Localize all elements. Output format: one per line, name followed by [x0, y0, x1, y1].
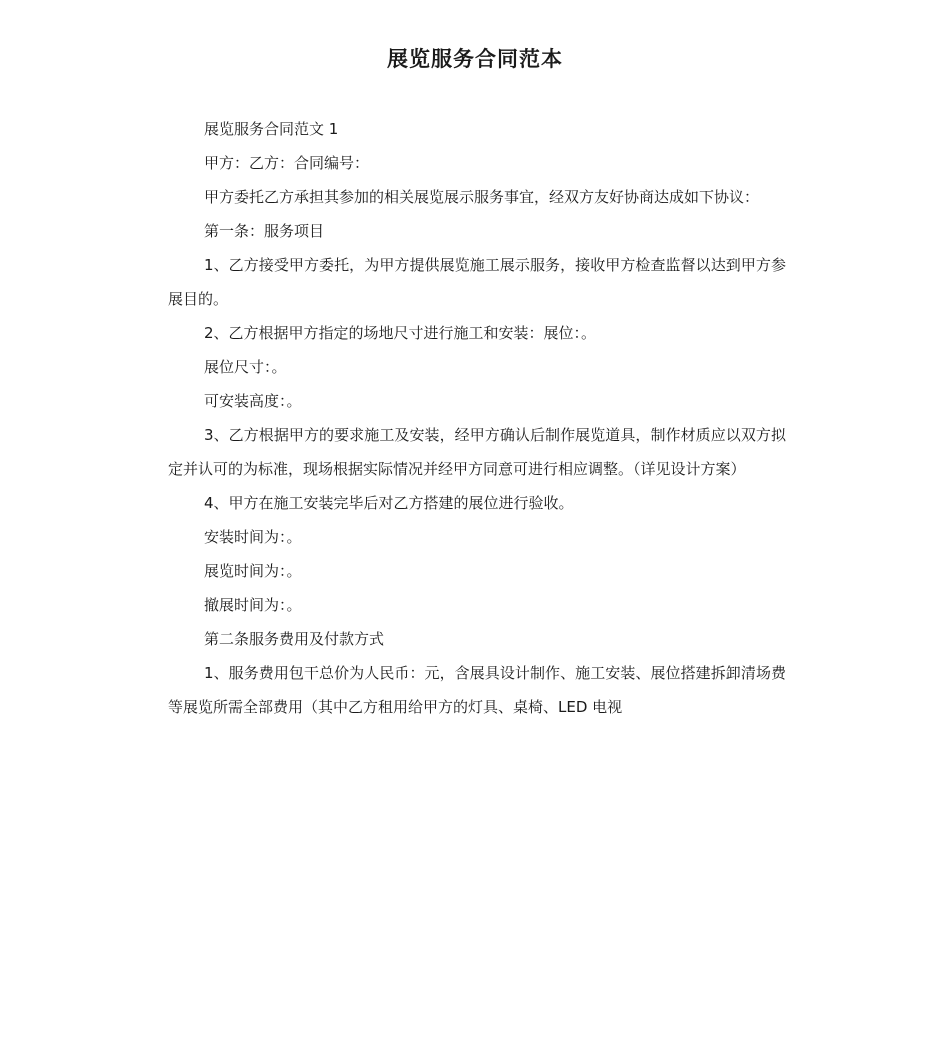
paragraph: 1、服务费用包干总价为人民币：元，含展具设计制作、施工安装、展位搭建拆卸清场费等展览所需全部费用（其中乙方租用给甲方的灯具、桌椅、LED 电视	[168, 664, 786, 716]
paragraph: 可安装高度：。	[204, 392, 302, 410]
paragraph: 展览时间为：。	[204, 562, 302, 580]
paragraph: 甲方：乙方：合同编号：	[204, 154, 370, 172]
paragraph: 1、乙方接受甲方委托，为甲方提供展览施工展示服务，接收甲方检查监督以达到甲方参展目的。	[168, 256, 786, 308]
paragraph: 安装时间为：。	[204, 528, 302, 546]
paragraph: 展览服务合同范文 1	[204, 120, 339, 138]
paragraph: 4、甲方在施工安装完毕后对乙方搭建的展位进行验收。	[204, 494, 574, 512]
document-body	[168, 112, 786, 724]
paragraph: 第二条服务费用及付款方式	[204, 630, 385, 648]
document-title: 展览服务合同范本	[387, 47, 563, 71]
paragraph: 展位尺寸：。	[204, 358, 287, 376]
paragraph: 甲方委托乙方承担其参加的相关展览展示服务事宜，经双方友好协商达成如下协议：	[204, 188, 760, 206]
paragraph: 撤展时间为：。	[204, 596, 302, 614]
paragraph: 2、乙方根据甲方指定的场地尺寸进行施工和安装：展位：。	[204, 324, 597, 342]
paragraph: 第一条：服务项目	[204, 222, 325, 240]
paragraph: 3、乙方根据甲方的要求施工及安装，经甲方确认后制作展览道具，制作材质应以双方拟定并认可的为标准，现场根据实际情况并经甲方同意可进行相应调整。（详见设计方案）	[168, 426, 786, 478]
